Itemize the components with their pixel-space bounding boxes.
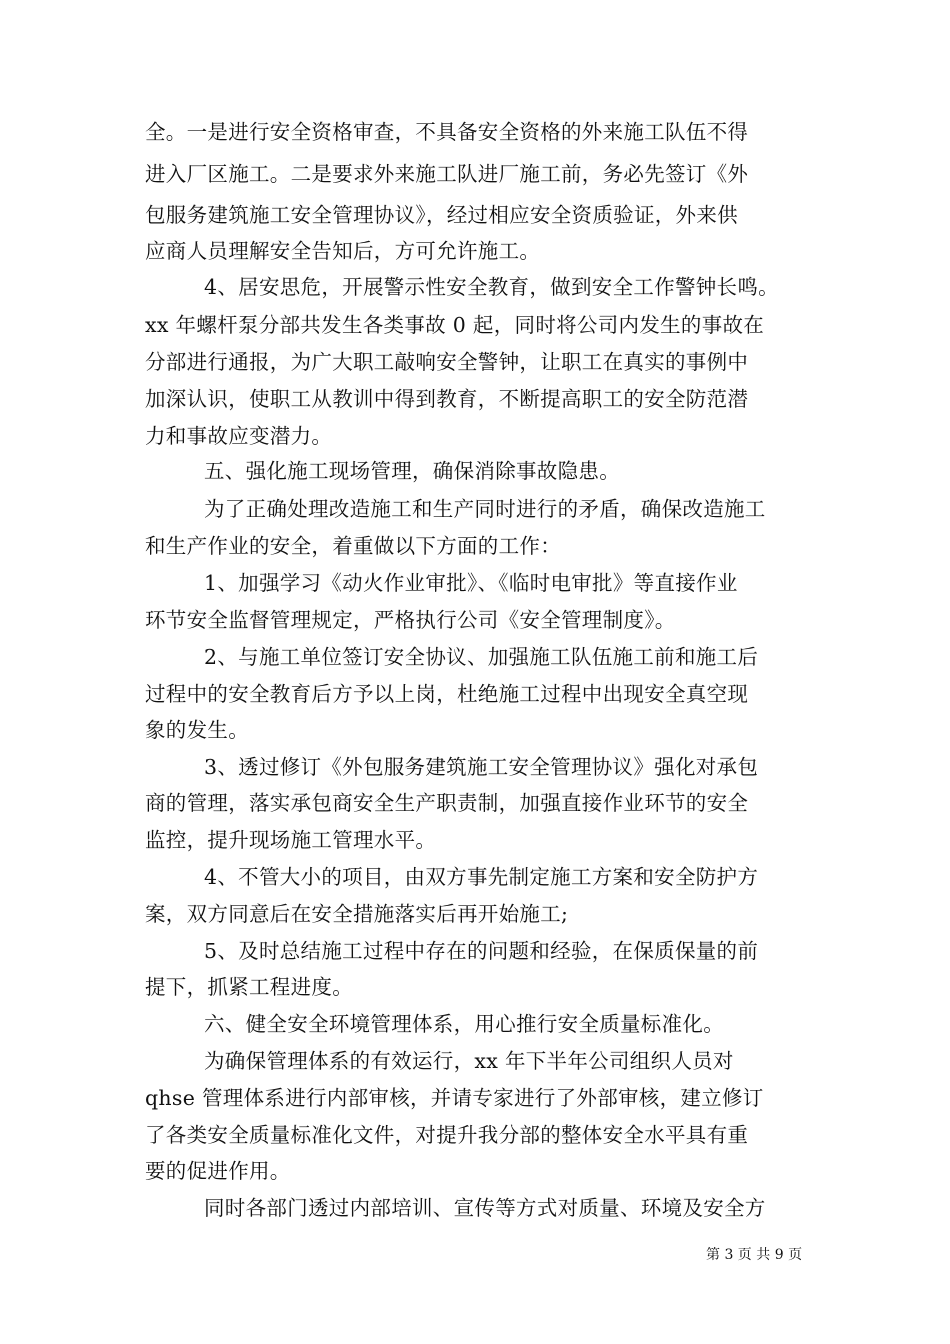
text-line: 应商人员理解安全告知后，方可允许施工。 bbox=[145, 239, 541, 263]
section-heading: 五、强化施工现场管理，确保消除事故隐患。 bbox=[204, 459, 620, 483]
text-line: 同时各部门透过内部培训、宣传等方式对质量、环境及安全方 bbox=[204, 1196, 766, 1220]
text-line: xx 年螺杆泵分部共发生各类事故 0 起，同时将公司内发生的事故在 bbox=[145, 313, 765, 337]
text-line: 5、及时总结施工过程中存在的问题和经验，在保质保量的前 bbox=[204, 939, 759, 963]
text-line: qhse 管理体系进行内部审核，并请专家进行了外部审核，建立修订 bbox=[145, 1086, 764, 1110]
text-line: 环节安全监督管理规定，严格执行公司《安全管理制度》。 bbox=[145, 608, 676, 632]
text-line: 为了正确处理改造施工和生产同时进行的矛盾，确保改造施工 bbox=[204, 497, 766, 521]
text-line: 案，双方同意后在安全措施落实后再开始施工; bbox=[145, 902, 569, 926]
text-line: 要的促进作用。 bbox=[145, 1159, 291, 1183]
text-line: 了各类安全质量标准化文件，对提升我分部的整体安全水平具有重 bbox=[145, 1123, 749, 1147]
text-line: 象的发生。 bbox=[145, 718, 249, 742]
text-line: 分部进行通报，为广大职工敲响安全警钟，让职工在真实的事例中 bbox=[145, 350, 749, 374]
page-number: 第 3 页 共 9 页 bbox=[706, 1247, 803, 1263]
section-heading: 六、健全安全环境管理体系，用心推行安全质量标准化。 bbox=[204, 1012, 724, 1036]
text-line: 1、加强学习《动火作业审批》、《临时电审批》等直接作业 bbox=[204, 571, 738, 595]
text-line: 3、透过修订《外包服务建筑施工安全管理协议》强化对承包 bbox=[204, 755, 759, 779]
text-line: 4、不管大小的项目，由双方事先制定施工方案和安全防护方 bbox=[204, 865, 759, 889]
text-line: 2、与施工单位签订安全协议、加强施工队伍施工前和施工后 bbox=[204, 645, 759, 669]
text-line: 商的管理，落实承包商安全生产职责制，加强直接作业环节的安全 bbox=[145, 791, 749, 815]
text-line: 提下，抓紧工程进度。 bbox=[145, 975, 353, 999]
text-line: 监控，提升现场施工管理水平。 bbox=[145, 828, 437, 852]
text-line: 包服务建筑施工安全管理协议》，经过相应安全资质验证，外来供 bbox=[145, 203, 738, 227]
text-line: 和生产作业的安全，着重做以下方面的工作： bbox=[145, 534, 561, 558]
text-line: 进入厂区施工。二是要求外来施工队进厂施工前，务必先签订《外 bbox=[145, 162, 749, 186]
text-line: 加深认识，使职工从教训中得到教育，不断提高职工的安全防范潜 bbox=[145, 387, 749, 411]
text-line: 为确保管理体系的有效运行，xx 年下半年公司组织人员对 bbox=[204, 1049, 734, 1073]
text-line: 4、居安思危，开展警示性安全教育，做到安全工作警钟长鸣。 bbox=[204, 275, 779, 299]
text-line: 全。一是进行安全资格审查，不具备安全资格的外来施工队伍不得 bbox=[145, 120, 749, 144]
text-line: 力和事故应变潜力。 bbox=[145, 424, 333, 448]
text-line: 过程中的安全教育后方予以上岗，杜绝施工过程中出现安全真空现 bbox=[145, 682, 749, 706]
